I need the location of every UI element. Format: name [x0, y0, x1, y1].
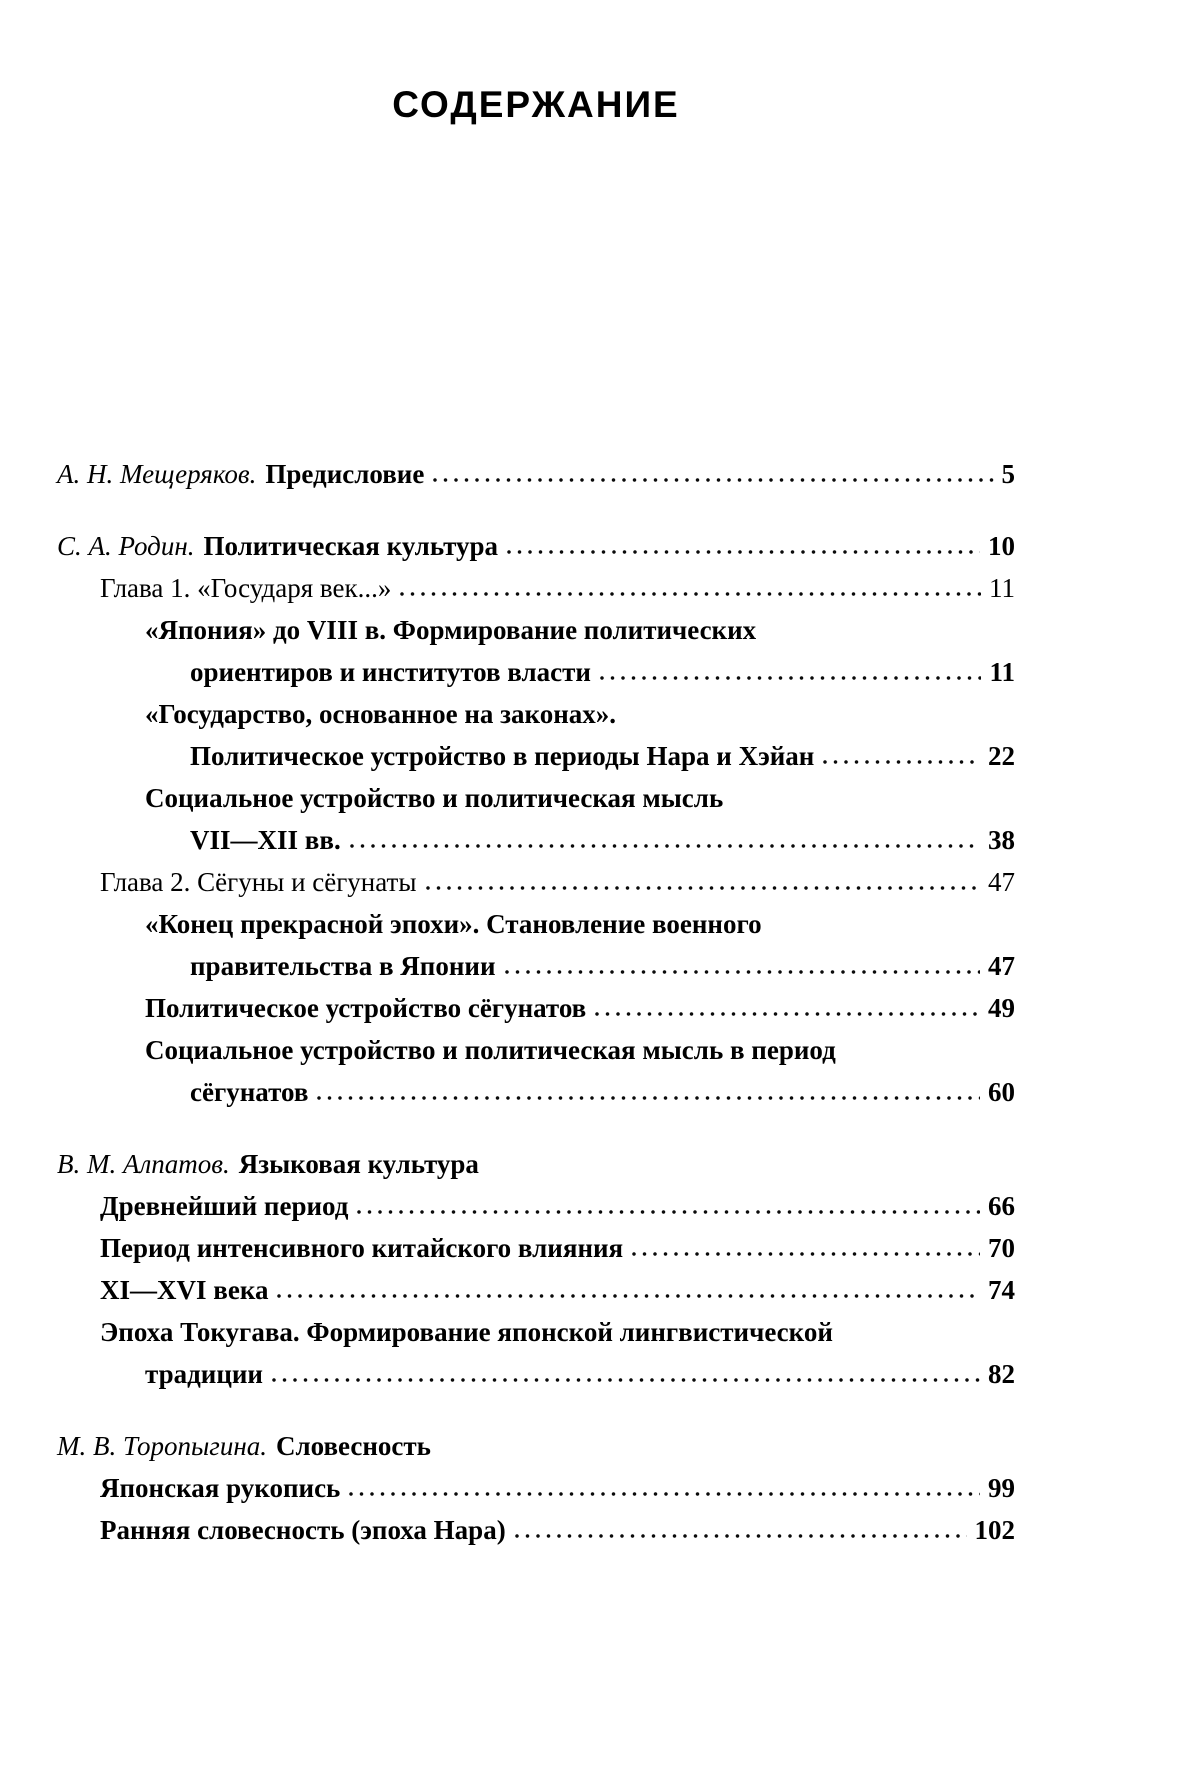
- toc-page-number: 38: [988, 825, 1015, 855]
- toc-line: [57, 453, 1015, 495]
- dot-leader: [514, 1533, 967, 1539]
- toc-page-number: 11: [989, 657, 1015, 687]
- toc-entry-text: Глава 2. Сёгуны и сёгунаты: [100, 867, 417, 897]
- toc-page-number: 60: [988, 1077, 1015, 1107]
- toc-line: [57, 735, 1015, 777]
- dot-leader: [631, 1251, 980, 1257]
- toc-line: [57, 1143, 1015, 1185]
- dot-leader: [432, 477, 993, 483]
- toc-line: [57, 945, 1015, 987]
- toc-line: [57, 1185, 1015, 1227]
- toc-line: [57, 1509, 1015, 1551]
- toc-entry-text: традиции: [145, 1359, 263, 1389]
- toc-line: [57, 987, 1015, 1029]
- toc-entry-text: VII—XII вв.: [190, 825, 341, 855]
- toc-author-name: С. А. Родин.: [57, 531, 195, 561]
- page-title: СОДЕРЖАНИЕ: [392, 84, 680, 125]
- toc-line: [57, 1029, 1015, 1071]
- toc-line: [57, 651, 1015, 693]
- toc-page-number: 66: [988, 1191, 1015, 1221]
- toc-line: [57, 903, 1015, 945]
- toc-line: [57, 525, 1015, 567]
- dot-leader: [425, 885, 981, 891]
- toc-line: [57, 1311, 1015, 1353]
- toc-page-number: 22: [988, 741, 1015, 771]
- toc-entry-text: Эпоха Токугава. Формирование японской лингвистической: [100, 1317, 833, 1347]
- toc-page-number: 70: [988, 1233, 1015, 1263]
- toc-entry-text: XI—XVI века: [100, 1275, 269, 1305]
- toc-author-name: А. Н. Мещеряков.: [57, 459, 257, 489]
- toc-page-number: 82: [988, 1359, 1015, 1389]
- toc-page-number: 99: [988, 1473, 1015, 1503]
- toc-entry-text: «Япония» до VIII в. Формирование политических: [145, 615, 757, 645]
- dot-leader: [349, 843, 980, 849]
- toc-entry-text: Политическое устройство в периоды Нара и Хэйан: [190, 741, 815, 771]
- toc-page-number: 5: [1001, 459, 1015, 489]
- toc-line: [57, 777, 1015, 819]
- toc-entry-text: Ранняя словесность (эпоха Нара): [100, 1515, 506, 1545]
- toc-line: [57, 819, 1015, 861]
- toc-line: [57, 1071, 1015, 1113]
- toc-line: [57, 1425, 1015, 1467]
- toc-page-number: 102: [974, 1515, 1015, 1545]
- toc-page-number: 49: [988, 993, 1015, 1023]
- dot-leader: [316, 1095, 980, 1101]
- toc-entry-text: Предисловие: [265, 459, 425, 489]
- toc-entry-text: Социальное устройство и политическая мысль в период: [145, 1035, 836, 1065]
- toc-line: [57, 693, 1015, 735]
- toc-line: [57, 1353, 1015, 1395]
- toc-entry-text: «Конец прекрасной эпохи». Становление военного: [145, 909, 762, 939]
- dot-leader: [276, 1293, 980, 1299]
- toc-line: [57, 1227, 1015, 1269]
- toc-page-number: 47: [988, 951, 1015, 981]
- dot-leader: [594, 1011, 980, 1017]
- toc-entry-text: правительства в Японии: [190, 951, 496, 981]
- toc-line: [57, 1467, 1015, 1509]
- toc-page-number: 74: [988, 1275, 1015, 1305]
- toc-line: [57, 567, 1015, 609]
- toc-author-name: В. М. Алпатов.: [57, 1149, 230, 1179]
- dot-leader: [271, 1377, 980, 1383]
- toc-page-number: 10: [988, 531, 1015, 561]
- dot-leader: [599, 675, 982, 681]
- toc-entry-text: сёгунатов: [190, 1077, 309, 1107]
- toc-entry-text: Японская рукопись: [100, 1473, 341, 1503]
- toc-entry-text: Языковая культура: [238, 1149, 479, 1179]
- toc-line: [57, 861, 1015, 903]
- toc-entry-text: Период интенсивного китайского влияния: [100, 1233, 624, 1263]
- toc-entry-text: Политическая культура: [203, 531, 498, 561]
- toc-entry-text: ориентиров и институтов власти: [190, 657, 591, 687]
- toc-entry-text: «Государство, основанное на законах».: [145, 699, 617, 729]
- toc-page-number: 11: [989, 573, 1015, 603]
- toc-author-name: М. В. Торопыгина.: [57, 1431, 267, 1461]
- dot-leader: [356, 1209, 980, 1215]
- dot-leader: [399, 591, 981, 597]
- dot-leader: [504, 969, 980, 975]
- toc-list: [57, 453, 1015, 1551]
- toc-entry-text: Политическое устройство сёгунатов: [145, 993, 587, 1023]
- dot-leader: [348, 1491, 980, 1497]
- dot-leader: [822, 759, 980, 765]
- toc-entry-text: Древнейший период: [100, 1191, 349, 1221]
- toc-entry-text: Социальное устройство и политическая мысль: [145, 783, 724, 813]
- toc-line: [57, 1269, 1015, 1311]
- toc-line: [57, 609, 1015, 651]
- toc-entry-text: Словесность: [276, 1431, 431, 1461]
- dot-leader: [506, 549, 980, 555]
- toc-page-number: 47: [988, 867, 1015, 897]
- toc-entry-text: Глава 1. «Государя век...»: [100, 573, 392, 603]
